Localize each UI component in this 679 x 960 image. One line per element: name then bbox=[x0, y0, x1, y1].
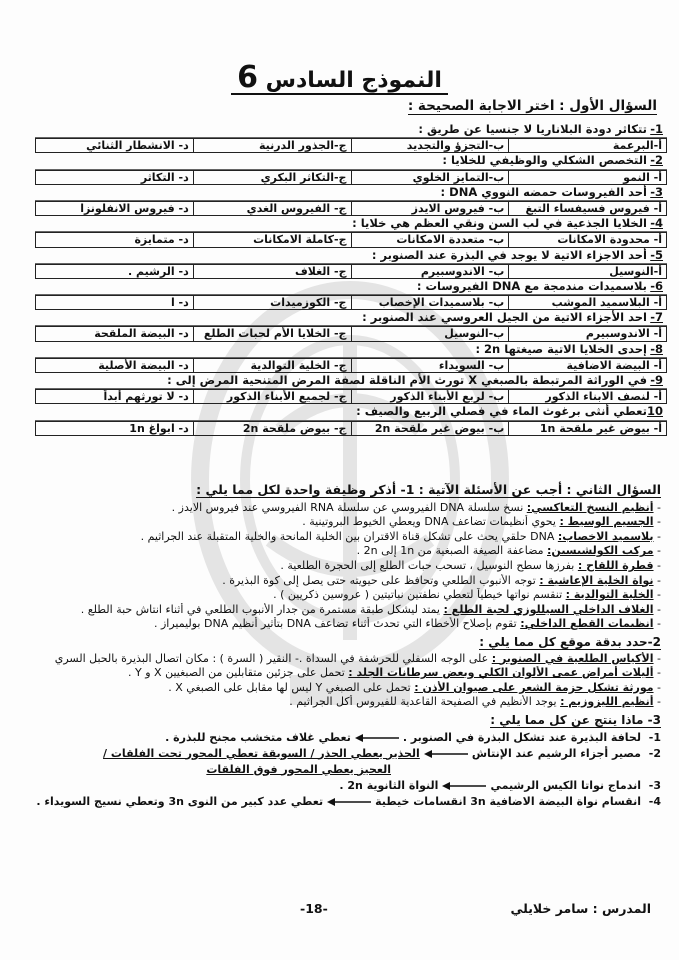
result-effect: الجذير يعطي الجذر / السويقة تعطي المحور تحت الفلقات / bbox=[103, 746, 420, 760]
result-item bbox=[21, 746, 661, 762]
result-item bbox=[21, 730, 661, 746]
function-item: - الجسيم الوسيط : يحوي أنظيمات تضاعف DNA ويعطي الخيوط البروتينية . bbox=[302, 515, 661, 529]
question-text: أحد الاجزاء الاتية لا يوجد في البذرة عند الصنوبر : bbox=[371, 247, 647, 262]
question-text: في الوراثة المرتبطة بالصبغي X تورث الأم الناقلة لصفة المرض المتنحية المرض إلى : bbox=[167, 373, 647, 387]
options-row bbox=[35, 232, 667, 247]
option-cell: أ- الاندوسبيرم bbox=[508, 327, 666, 340]
function-text: يحوي أنظيمات تضاعف DNA ويعطي الخيوط البروتينية . bbox=[302, 515, 560, 529]
option-cell: ج-الجذور الدرنية bbox=[193, 139, 351, 152]
function-item: - انظيمات القطع الداخلي: تقوم بإصلاح الأخطاء التي تحدث أثناء تضاعف DNA بتأثير أنظيم DNA بوليميراز . bbox=[153, 617, 661, 631]
result-number: 1- bbox=[648, 730, 661, 744]
option-cell: د- البيضة الملقحة bbox=[94, 327, 189, 341]
option-cell: ج- الخلية التوالدية bbox=[193, 359, 351, 372]
function-item: - قطرة اللقاح : بفرزها سطح النوسيل ، تسحب حبات الطلع إلى الحجرة الطلعية . bbox=[280, 558, 661, 572]
option-cell: أ- البلاسميد الموشب bbox=[508, 296, 666, 309]
function-key: نواة الخلية الإعاشية : bbox=[539, 573, 654, 587]
location-item: - مورثة تشكل حزمة الشعر على صيوان الأذن : تحمل على الصبغي Y ليس لها مقابل على الصبغي X . bbox=[168, 680, 661, 694]
question-number: 3- bbox=[650, 184, 663, 199]
option-cell: د- البيضة الأصلية bbox=[98, 358, 189, 372]
question-number: 5- bbox=[650, 247, 663, 262]
result-item bbox=[21, 762, 661, 778]
options-row bbox=[35, 170, 667, 185]
option-cell: أ- لنصف الابناء الذكور bbox=[508, 390, 666, 403]
functions-list bbox=[21, 501, 661, 632]
mcq-list bbox=[35, 122, 667, 436]
question-number: 1- bbox=[650, 122, 663, 136]
question-number: 8- bbox=[650, 341, 663, 356]
option-cell: ب- بلاسميدات الإخصاب bbox=[351, 296, 509, 309]
option-cell: د- ابواغ 1n bbox=[129, 421, 189, 435]
location-key: مورثة تشكل حزمة الشعر على صيوان الأذن : bbox=[414, 680, 654, 694]
question-text: احد الأجزاء الاتية من الجيل العروسي عند الصنوبر : bbox=[362, 310, 647, 325]
question-text: أحد الفيروسات حمضه النووي DNA : bbox=[440, 184, 647, 199]
function-key: الجسيم الوسيط : bbox=[559, 515, 654, 529]
function-text: تقوم بإصلاح الأخطاء التي تحدث أثناء تضاعف DNA بتأثير أنظيم DNA بوليميراز . bbox=[153, 617, 521, 631]
option-cell: ج- الكوزميدات bbox=[193, 296, 351, 309]
function-item: - الغلاف الداخلي السيللوزي لحبة الطلع : يمتد ليشكل طبقة مستمرة من جدار الأنبوب الطلعي في أثناء انتاش حبة الطلع . bbox=[80, 602, 661, 616]
arrow-icon bbox=[355, 734, 399, 742]
option-cell: د- فيروس الانفلونزا bbox=[80, 201, 189, 215]
question-text: الخلايا الجذعية في لب السن ونقي العظم هي خلايا : bbox=[352, 216, 647, 231]
function-text: مضاعفة الصيغة الصبغية من 1n إلى 2n . bbox=[356, 544, 548, 558]
function-text: تنقسم نواتها خيطياً لتعطي نطفتين نباتيتين ( عروسين ذكريين ) . bbox=[273, 588, 566, 602]
arrow-icon bbox=[424, 750, 468, 758]
location-text: تحمل على الصبغي Y ليس لها مقابل على الصبغي X . bbox=[168, 680, 415, 694]
question-number: 7- bbox=[650, 310, 663, 325]
location-text: على الوجه السفلي للحرشفة في السداة .- النقير ( السرة ) : مكان اتصال البذيرة بالحبل السري bbox=[54, 651, 492, 665]
function-text: توجه الأنبوب الطلعي وتحافظ على حيويته حتى يصل إلى كوة البذيرة . bbox=[222, 573, 540, 587]
function-item: - بلاسميد الاخصاب: DNA حلقي يحث على تشكل قناة الاقتران بين الخلية المانحة والخلية المتقبلة عند الجراثيم . bbox=[140, 529, 661, 543]
result-effect: تعطي غلاف متخشب مجنح للبذرة . bbox=[165, 730, 351, 744]
function-text: نسخ سلسلة DNA الفيروسي عن سلسلة RNA الفيروسي عند فيروس الايدز . bbox=[171, 500, 527, 514]
result-number: 4- bbox=[648, 794, 661, 808]
option-cell: أ- محدودة الامكانات bbox=[508, 233, 666, 246]
arrow-icon bbox=[442, 782, 486, 790]
location-item: - الأكياس الطلعية في الصنوبر : على الوجه السفلي للحرشفة في السداة .- النقير ( السرة ) : مكان اتصال البذيرة بالحبل السري bbox=[54, 651, 661, 665]
options-row bbox=[35, 264, 667, 279]
function-key: الغلاف الداخلي السيللوزي لحبة الطلع : bbox=[443, 602, 654, 616]
section1-heading: السؤال الأول : اختر الاجابة الصحيحة : bbox=[407, 98, 657, 114]
option-cell: ب- فيروس الايدز bbox=[351, 202, 509, 215]
option-cell: أ-النوسيل bbox=[508, 265, 666, 278]
result-cause: انقسام نواة البيضة الاضافية 3n انقسامات خيطية bbox=[375, 794, 641, 808]
question-number: 2- bbox=[650, 153, 663, 168]
options-row bbox=[35, 358, 667, 373]
question-text: التخصص الشكلي والوظيفي للخلايا : bbox=[442, 153, 647, 168]
question-row bbox=[35, 248, 667, 264]
result-item bbox=[21, 794, 661, 810]
question-number: 6- bbox=[650, 278, 663, 293]
result-number: 3- bbox=[648, 778, 661, 792]
function-item: - أنظيم النسخ التعاكسي: نسخ سلسلة DNA الفيروسي عن سلسلة RNA الفيروسي عند فيروس الايدز . bbox=[171, 500, 661, 514]
location-text: يوجد الأنظيم في الصفيحة القاعدية للفيروس أكل الجراثيم . bbox=[289, 695, 561, 709]
function-item: - نواة الخلية الإعاشية : توجه الأنبوب الطلعي وتحافظ على حيويته حتى يصل إلى كوة البذيرة . bbox=[222, 573, 661, 587]
option-cell: د- الانشطار الثنائي bbox=[86, 139, 189, 153]
option-cell: ج- لجميع الأبناء الذكور bbox=[193, 390, 351, 403]
result-effect: تعطي عدد كبير من النوى 3n وتعطي نسيج السويداء . bbox=[36, 794, 324, 808]
result-cause: مصير أجزاء الرشيم عند الإنتاش bbox=[471, 746, 641, 760]
question-row bbox=[35, 342, 667, 358]
function-key: أنظيم النسخ التعاكسي: bbox=[526, 500, 654, 514]
question-row bbox=[35, 310, 667, 326]
teacher-name: المدرس : سامر خلايلي bbox=[510, 901, 651, 916]
option-cell: ج- الفيروس الغدي bbox=[193, 202, 351, 215]
question-row bbox=[35, 279, 667, 295]
function-key: الخلية التوالدية : bbox=[565, 588, 654, 602]
arrow-icon bbox=[327, 798, 371, 806]
question-row bbox=[35, 373, 667, 389]
question-number: 4- bbox=[650, 216, 663, 231]
question-text: بلاسميدات مندمجة مع DNA الفيروسات : bbox=[416, 278, 647, 293]
sub2-heading: 2-حدد بدقة موقع كل مما يلي : bbox=[479, 634, 661, 649]
option-cell: ب-التجزؤ والتجديد bbox=[351, 139, 509, 152]
function-key: مركب الكولشيسين: bbox=[547, 544, 654, 558]
function-text: DNA حلقي يحث على تشكل قناة الاقتران بين الخلية المانحة والخلية المتقبلة عند الجراثيم . bbox=[140, 529, 558, 543]
question-row bbox=[35, 404, 667, 420]
option-cell: ج-كاملة الامكانات bbox=[193, 233, 351, 246]
option-cell: أ-البرعمة bbox=[508, 139, 666, 152]
option-cell: ب-التمايز الخلوي bbox=[351, 171, 509, 184]
options-row bbox=[35, 326, 667, 341]
option-cell: د- ا bbox=[170, 296, 189, 310]
option-cell: د- الرشيم . bbox=[128, 264, 189, 278]
option-cell: أ- فيروس فسيفساء التبغ bbox=[508, 202, 666, 215]
function-key: بلاسميد الاخصاب: bbox=[557, 529, 654, 543]
location-key: الأكياس الطلعية في الصنوبر : bbox=[491, 651, 654, 665]
page-number: -18- bbox=[300, 901, 328, 916]
question-row bbox=[35, 185, 667, 201]
question-number: 9- bbox=[650, 373, 663, 387]
option-cell: ج-التكاثر البكري bbox=[193, 171, 351, 184]
page-title: النموذج السادس 6 bbox=[0, 60, 679, 95]
results-list bbox=[21, 730, 661, 810]
locations-list bbox=[21, 652, 661, 710]
function-text: يمتد ليشكل طبقة مستمرة من جدار الأنبوب الطلعي في أثناء انتاش حبة الطلع . bbox=[80, 602, 444, 616]
option-cell: د- متمايزة bbox=[134, 233, 189, 247]
option-cell: ب- السويداء bbox=[351, 359, 509, 372]
section2-heading: السؤال الثاني : أجب عن الأسئلة الآتية : 1- أذكر وظيفة واحدة لكل مما يلي : bbox=[196, 482, 661, 497]
result-effect: النواة الثانوية 2n . bbox=[339, 778, 439, 792]
question-number: 10 bbox=[646, 404, 663, 419]
option-cell: ج- الغلاف bbox=[193, 265, 351, 278]
option-cell: ج- الخلايا الأم لحبات الطلع bbox=[193, 327, 351, 340]
question-row bbox=[35, 122, 667, 138]
option-cell: ب- لربع الأبناء الذكور bbox=[351, 390, 509, 403]
question-row bbox=[35, 216, 667, 232]
result-effect: العجيز يعطي المحور فوق الفلقات bbox=[206, 762, 391, 776]
section2 bbox=[21, 483, 661, 810]
options-row bbox=[35, 201, 667, 216]
question-text: تتكاثر دودة البلاناريا لا جنسيا عن طريق : bbox=[418, 122, 647, 136]
result-cause: اندماج نواتا الكيس الرشيمي bbox=[490, 778, 641, 792]
option-cell: أ- بيوض غير ملقحة 1n bbox=[508, 422, 666, 435]
function-item: - مركب الكولشيسين: مضاعفة الصيغة الصبغية من 1n إلى 2n . bbox=[356, 544, 661, 558]
option-cell: ج- بيوض ملقحة 2n bbox=[193, 422, 351, 435]
options-row bbox=[35, 421, 667, 436]
option-cell: ب- بيوض غير ملقحة 2n bbox=[351, 422, 509, 435]
result-item bbox=[21, 778, 661, 794]
sub3-heading: 3- ماذا ينتج عن كل مما يلي : bbox=[490, 712, 661, 727]
result-cause: لحافة البذيرة عند تشكل البذرة في الصنوبر . bbox=[402, 730, 641, 744]
location-key: أليلات أمراض عمى الألوان الكلي وبعض سرطانات الجلد : bbox=[348, 666, 654, 680]
function-item: - الخلية التوالدية : تنقسم نواتها خيطياً لتعطي نطفتين نباتيتين ( عروسين ذكريين ) . bbox=[273, 588, 661, 602]
option-cell: ب- متعددة الامكانات bbox=[351, 233, 509, 246]
option-cell: أ- النمو bbox=[508, 171, 666, 184]
option-cell: ب-النوسيل bbox=[351, 327, 509, 340]
question-text: إحدى الخلايا الاتية صيغتها 2n : bbox=[475, 341, 647, 356]
function-text: بفرزها سطح النوسيل ، تسحب حبات الطلع إلى الحجرة الطلعية . bbox=[280, 558, 578, 572]
option-cell: د- التكاثر bbox=[140, 170, 189, 184]
question-row bbox=[35, 153, 667, 169]
question-text: تعطي أنثى برغوث الماء في فصلي الربيع والصيف : bbox=[356, 404, 647, 419]
function-key: انظيمات القطع الداخلي: bbox=[520, 617, 654, 631]
location-text: تحمل على جزئين متقابلين من الصبغيين X و Y . bbox=[128, 666, 349, 680]
location-item: - أنظيم الليزوزيم : يوجد الأنظيم في الصفيحة القاعدية للفيروس أكل الجراثيم . bbox=[289, 695, 661, 709]
options-row bbox=[35, 138, 667, 153]
options-row bbox=[35, 389, 667, 404]
option-cell: د- لا تورثهم أبداً bbox=[103, 390, 189, 404]
options-row bbox=[35, 295, 667, 310]
location-item: - أليلات أمراض عمى الألوان الكلي وبعض سرطانات الجلد : تحمل على جزئين متقابلين من الصبغيين X و Y . bbox=[128, 666, 661, 680]
location-key: أنظيم الليزوزيم : bbox=[560, 695, 654, 709]
function-key: قطرة اللقاح : bbox=[577, 558, 654, 572]
option-cell: ب- الاندوسبيرم bbox=[351, 265, 509, 278]
result-number: 2- bbox=[648, 746, 661, 760]
option-cell: أ- البيضة الاضافية bbox=[508, 359, 666, 372]
